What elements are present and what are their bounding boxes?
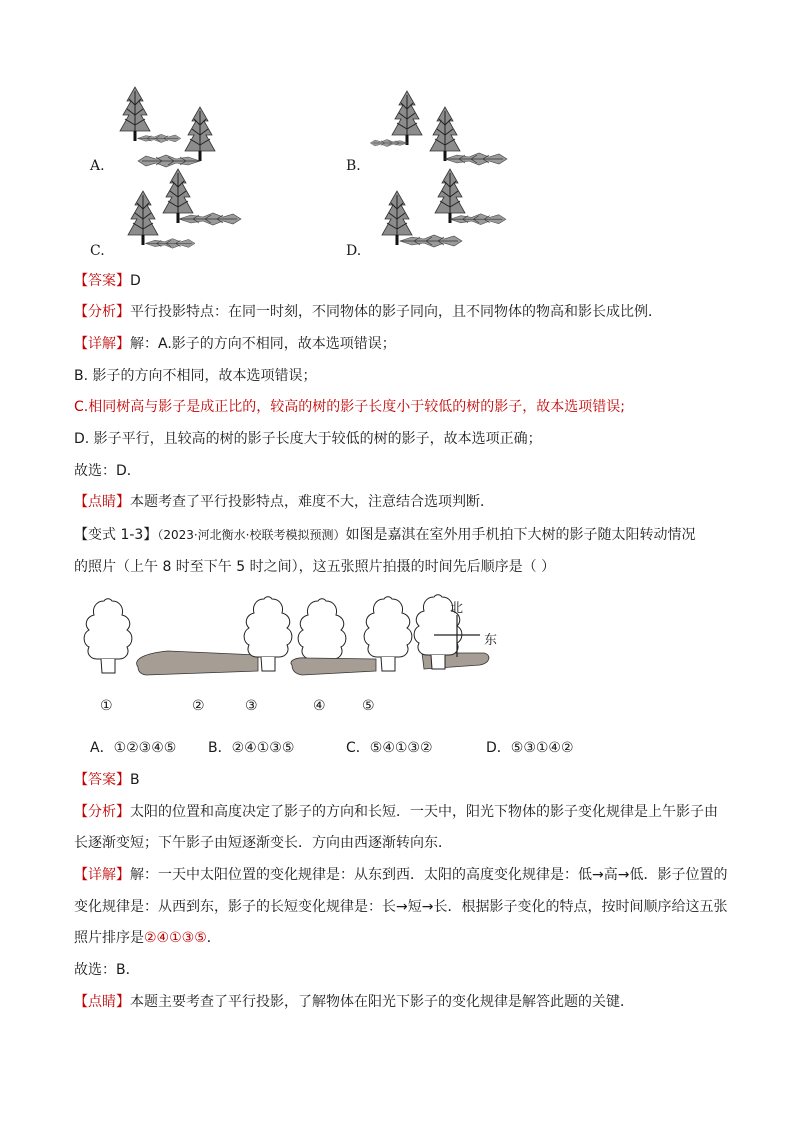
q2-detail-line1 [74, 865, 727, 885]
q2-analysis-line1 [74, 802, 718, 822]
q2-stem-line2: 的照片（上午 8 时至下午 5 时之间），这五张照片拍摄的时间先后顺序是（ ） [74, 559, 556, 575]
q1-analysis [74, 302, 662, 322]
q2-source: （2023·河北衡水·校联考模拟预测） [157, 528, 346, 542]
q2-comment [74, 992, 634, 1012]
option-d-figure [370, 185, 510, 250]
option-c-label[interactable]: C. [90, 243, 105, 259]
q2-detail-line3 [74, 928, 221, 948]
choice-a[interactable] [90, 737, 176, 757]
photo-label-4: ④ [313, 698, 326, 714]
choice-b[interactable] [208, 737, 294, 757]
option-a-label[interactable]: A. [90, 158, 105, 174]
q1-answer [74, 271, 141, 291]
photo-label-1: ① [100, 698, 113, 714]
answer-tag: 【答案】 [74, 772, 130, 788]
option-b-figure [370, 95, 510, 170]
choice-c-text: ⑤④①③② [369, 740, 433, 756]
choice-a-text: ①②③④⑤ [113, 740, 177, 756]
option-c-figure [115, 185, 245, 250]
answer-text: B [130, 772, 140, 788]
answer-text: D [130, 273, 141, 289]
analysis-tag: 【分析】 [74, 304, 130, 320]
q2-answer [74, 770, 140, 790]
choice-c-letter: C． [346, 740, 370, 756]
detail-line3-order: ②④①③⑤ [144, 930, 207, 946]
q2-choose: 故选：B． [74, 962, 140, 978]
q2-stem-line1 [74, 525, 696, 545]
analysis-tag: 【分析】 [74, 804, 130, 820]
analysis-text: 平行投影特点：在同一时刻，不同物体的影子同向，且不同物体的物高和影长成比例． [130, 304, 662, 320]
choice-d[interactable] [486, 737, 574, 757]
q1-comment [74, 492, 494, 512]
choice-b-text: ②④①③⑤ [231, 740, 295, 756]
detail-text: 解：A.影子的方向不相同，故本选项错误； [130, 336, 396, 352]
compass-north: 北 [450, 601, 464, 616]
detail-tag: 【详解】 [74, 336, 130, 352]
q2-label: 【变式 1-3】 [74, 527, 158, 543]
q1-choose: 故选：D． [74, 463, 141, 479]
compass-east: 东 [484, 633, 498, 648]
photo-label-3: ③ [245, 698, 258, 714]
q2-detail-line2: 变化规律是：从西到东，影子的长短变化规律是：长→短→长．根据影子变化的特点，按时间顺序给这五张 [74, 899, 728, 915]
q1-detail-line4: D. 影子平行，且较高的树的影子长度大于较低的树的影子，故本选项正确； [74, 431, 542, 447]
analysis-text: 太阳的位置和高度决定了影子的方向和长短．一天中，阳光下物体的影子变化规律是上午影子由 [130, 804, 718, 820]
q1-detail-line2: B. 影子的方向不相同，故本选项错误； [74, 368, 317, 384]
choice-d-text: ⑤③①④② [510, 740, 574, 756]
option-a-figure [115, 95, 215, 170]
answer-tag: 【答案】 [74, 273, 130, 289]
photo-label-2: ② [192, 698, 205, 714]
detail-line3-post: ． [206, 930, 221, 946]
choice-c[interactable] [346, 737, 433, 757]
q1-detail-line3: C.相同树高与影子是成正比的，较高的树的影子长度小于较低的树的影子，故本选项错误; [74, 399, 625, 415]
comment-tag: 【点睛】 [74, 994, 130, 1010]
comment-tag: 【点睛】 [74, 494, 130, 510]
comment-text: 本题主要考查了平行投影，了解物体在阳光下影子的变化规律是解答此题的关键． [130, 994, 634, 1010]
detail-tag: 【详解】 [74, 867, 130, 883]
q1-detail-line1 [74, 334, 396, 354]
option-d-label[interactable]: D. [346, 243, 362, 259]
choice-d-letter: D． [486, 740, 511, 756]
detail-text: 解：一天中太阳位置的变化规律是：从东到西．太阳的高度变化规律是：低→高→低．影子位置的 [130, 867, 728, 883]
q2-analysis-line2: 长逐渐变短；下午影子由短逐渐变长．方向由西逐渐转向东． [74, 835, 452, 851]
choice-a-letter: A． [90, 740, 114, 756]
comment-text: 本题考查了平行投影特点，难度不大，注意结合选项判断． [130, 494, 494, 510]
option-b-label[interactable]: B. [346, 158, 361, 174]
photo-label-5: ⑤ [362, 698, 375, 714]
choice-b-letter: B． [208, 740, 232, 756]
q2-stem-text: 如图是嘉淇在室外用手机拍下大树的影子随太阳转动情况 [345, 527, 696, 543]
detail-line3-pre: 照片排序是 [74, 930, 144, 946]
